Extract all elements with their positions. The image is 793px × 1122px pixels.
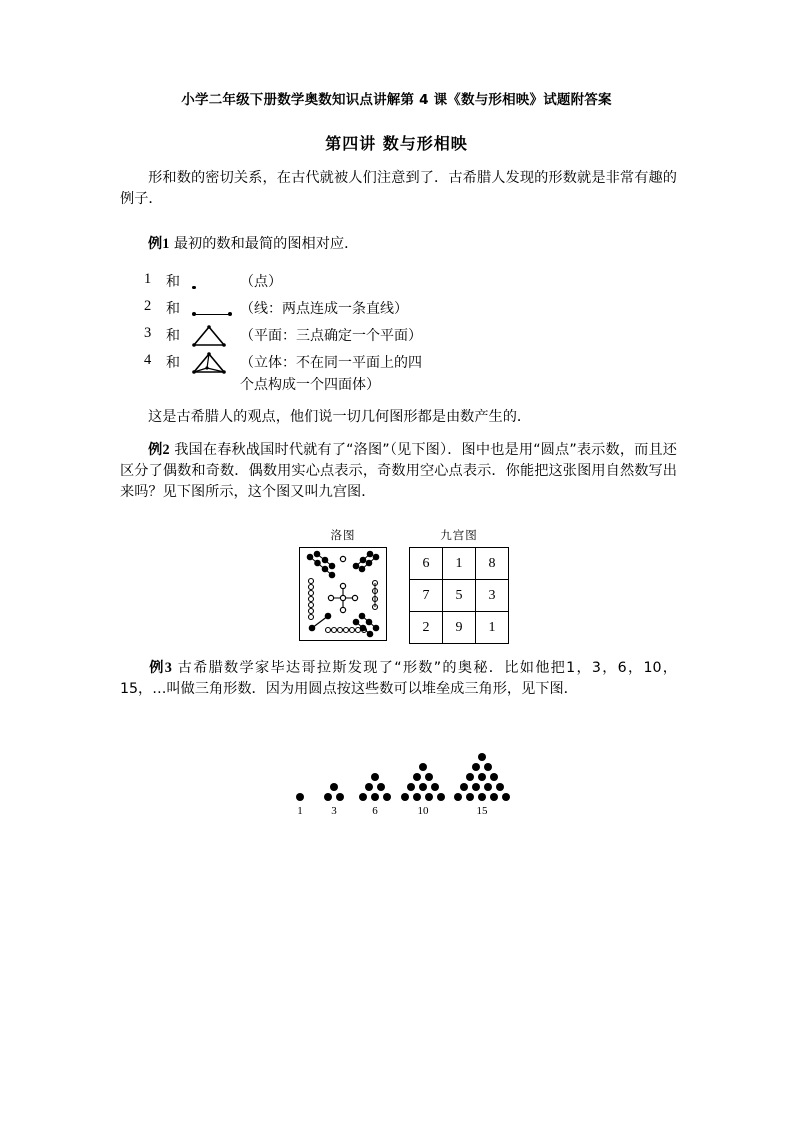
triangular-dot (401, 793, 409, 801)
luoshu-caption: 洛图 (330, 528, 356, 542)
paragraph-example3-text: 古希腊数学家毕达哥拉斯发现了“形数”的奥秘．比如他把1，3，6，10，15，…叫做三角形数．因为用圆点按这些数可以堆垒成三角形，见下图． (120, 660, 677, 697)
triangular-dot (490, 793, 498, 801)
triangular-dot (330, 783, 338, 791)
triangular-dot (425, 793, 433, 801)
magic-cell-r1c1: 5 (443, 580, 476, 612)
triangular-dot (377, 783, 385, 791)
magic-square-grid (409, 547, 509, 644)
magic-square-caption: 九宫图 (440, 528, 478, 542)
triangular-dot (502, 793, 510, 801)
shape-list-item-2 (144, 295, 422, 322)
shape-item-4-he: 和 (166, 355, 180, 371)
triangular-dot (478, 773, 486, 781)
example2-tag: 例 (148, 442, 163, 458)
triangular-dot (466, 773, 474, 781)
triangular-number-group-1 (296, 793, 304, 801)
triangular-number-label-1: 1 (297, 805, 303, 817)
shape-item-3-he: 和 (166, 328, 180, 344)
triangular-number-group-10 (401, 763, 445, 801)
shape-item-1-text: （点） (240, 274, 282, 290)
triangular-dot (484, 763, 492, 771)
triangular-number-label-15: 15 (476, 805, 488, 817)
triangular-dot (407, 783, 415, 791)
paragraph-example1 (120, 234, 677, 255)
shape-item-4-text: （立体：不在同一平面上的四 (240, 355, 422, 371)
triangular-dot (472, 763, 480, 771)
magic-cell-r1c2: 3 (476, 580, 509, 612)
triangular-dot (460, 783, 468, 791)
magic-cell-r0c1: 1 (443, 548, 476, 580)
shape-item-2-number: 2 (144, 298, 152, 314)
triangular-dot (490, 773, 498, 781)
shape-item-3-text: （平面：三点确定一个平面） (240, 328, 422, 344)
triangular-number-group-6 (359, 773, 391, 801)
paragraph-example2-text: 我国在春秋战国时代就有了“洛图”（见下图）．图中也是用“圆点”表示数，而且还区分了偶数和奇数．偶数用实心点表示，奇数用空心点表示．你能把这张图用自然数写出来吗？见下图所示，这个图又叫九宫图． (120, 442, 677, 500)
triangular-number-group-3 (324, 783, 344, 801)
triangular-dot (431, 783, 439, 791)
shape-item-2-he: 和 (166, 301, 180, 317)
paragraph-intro (120, 168, 677, 210)
magic-cell-r0c0: 6 (410, 548, 443, 580)
figure-luoshu-and-magic-square (299, 527, 509, 644)
triangular-numbers-figure (286, 755, 526, 817)
example3-tag: 例 (148, 660, 165, 676)
triangular-dot (336, 793, 344, 801)
example3-number: 3 (164, 660, 172, 676)
triangular-dot (359, 793, 367, 801)
triangular-dot (324, 793, 332, 801)
shape-correspondence-list (144, 268, 422, 394)
paragraph-example1-text: 最初的数和最简的图相对应． (173, 236, 359, 252)
shape-item-4-number: 4 (144, 352, 152, 368)
luoshu-dots-svg (300, 548, 386, 640)
triangular-dot (437, 793, 445, 801)
triangular-dot (466, 793, 474, 801)
triangular-dot (371, 793, 379, 801)
triangular-dot (496, 783, 504, 791)
shape-list-item-1 (144, 268, 422, 295)
triangular-dot (472, 783, 480, 791)
triangular-dot (478, 793, 486, 801)
triangular-dot (425, 773, 433, 781)
shape-item-1-number: 1 (144, 271, 152, 287)
lesson-title: 第四讲 数与形相映 (325, 134, 468, 153)
triangular-number-label-10: 10 (417, 805, 429, 817)
paragraph-greek-view-text: 这是古希腊人的观点，他们说一切几何图形都是由数产生的． (148, 409, 532, 425)
table-row (410, 548, 509, 580)
triangular-dot (484, 783, 492, 791)
magic-cell-r2c0: 2 (410, 612, 443, 644)
magic-cell-r1c0: 7 (410, 580, 443, 612)
triangular-number-group-15 (454, 753, 510, 801)
shape-item-2-text: （线：两点连成一条直线） (240, 301, 408, 317)
table-row (410, 580, 509, 612)
triangular-dot (419, 763, 427, 771)
paragraph-example3 (120, 658, 677, 700)
triangle-icon (192, 322, 240, 350)
triangular-dot (413, 773, 421, 781)
point-dot-icon (192, 268, 240, 296)
paragraph-example2 (120, 440, 677, 503)
magic-cell-r2c1: 9 (443, 612, 476, 644)
triangular-dot (478, 753, 486, 761)
document-title: 小学二年级下册数学奥数知识点讲解第 4 课《数与形相映》试题附答案 (181, 92, 612, 108)
luoshu-diagram (299, 547, 387, 641)
magic-cell-r2c2: 1 (476, 612, 509, 644)
paragraph-intro-text: 形和数的密切关系，在古代就被人们注意到了．古希腊人发现的形数就是非常有趣的例子． (120, 170, 677, 207)
tetrahedron-icon (192, 349, 240, 377)
magic-cell-r0c2: 8 (476, 548, 509, 580)
triangular-number-label-3: 3 (331, 805, 337, 817)
shape-item-3-number: 3 (144, 325, 152, 341)
triangular-dot (371, 773, 379, 781)
triangular-dot (383, 793, 391, 801)
example1-tag: 例 (148, 236, 163, 252)
magic-square-figure (409, 527, 509, 644)
triangular-number-label-6: 6 (372, 805, 378, 817)
triangular-dot (419, 783, 427, 791)
shape-item-1-he: 和 (166, 274, 180, 290)
shape-list-item-4 (144, 349, 422, 376)
paragraph-greek-view (120, 407, 677, 428)
triangular-dot (454, 793, 462, 801)
shape-item-4-text-line2: 个点构成一个四面体） (240, 377, 380, 393)
triangular-dot (413, 793, 421, 801)
example2-number: 2 (162, 442, 170, 458)
triangular-dot (296, 793, 304, 801)
luoshu-figure (299, 527, 387, 641)
line-segment-icon (192, 295, 240, 323)
example1-number: 1 (162, 236, 170, 252)
table-row (410, 612, 509, 644)
triangular-dot (365, 783, 373, 791)
shape-list-item-3 (144, 322, 422, 349)
